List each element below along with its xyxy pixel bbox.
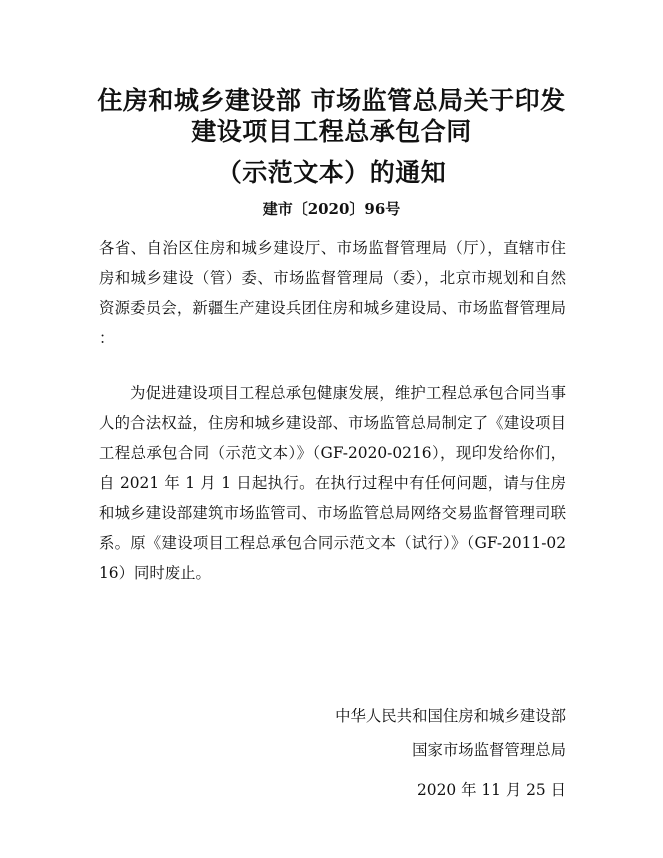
signature-date: 2020 年 11 月 25 日 — [417, 781, 566, 799]
signature-org-1: 中华人民共和国住房和城乡建设部 — [335, 707, 566, 725]
title-line-2: 建设项目工程总承包合同 — [191, 117, 472, 146]
title-line-1: 住房和城乡建设部 市场监管总局关于印发 — [97, 86, 566, 115]
title-line-3: （示范文本）的通知 — [216, 158, 447, 187]
body-paragraph: 为促进建设项目工程总承包健康发展，维护工程总承包合同当事人的合法权益，住房和城乡建设部、市场监管总局制定了《建设项目工程总承包合同（示范文本）》（GF-2020-0216），现印发给你们，自 2021 年 1 月 1 日起执行。在执行过程中有任何问题，请与住房和城乡建设部建筑市场监管司、市场监管总局网络交易监督管理司联系。原《建设项目工程总承包合同示范文本（试行）》（GF-2011-0216）同时废止。 — [99, 384, 566, 582]
document-number: 建市〔2020〕96号 — [262, 200, 401, 218]
addressee-paragraph: 各省、自治区住房和城乡建设厅、市场监督管理局（厅），直辖市住房和城乡建设（管）委、市场监督管理局（委），北京市规划和自然资源委员会，新疆生产建设兵团住房和城乡建设局、市场监督管理局： — [99, 239, 566, 347]
signature-org-2: 国家市场监督管理总局 — [412, 741, 566, 759]
